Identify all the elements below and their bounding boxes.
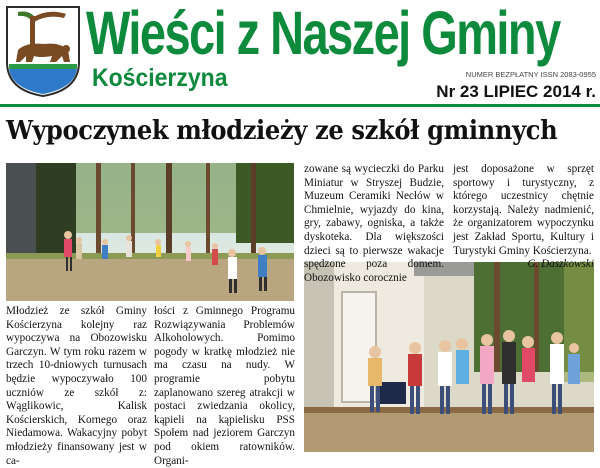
article-column-4 bbox=[453, 163, 594, 271]
masthead-divider bbox=[0, 104, 600, 107]
article-column-2 bbox=[154, 305, 295, 467]
article-column-1 bbox=[6, 305, 147, 467]
article-column-3 bbox=[304, 163, 444, 284]
article-paragraph-1: Młodzież ze szkół Gminy Kościerzyna kolejny raz wypoczywa na Obozowisku Garczyn. W tym roku razem w trzech 10-dniowych turnusach będzie wypoczywało 100 uczniów ze szkół z: Wąglikowic, Kalisk Kościerskich, Kornego oraz Niedamowa. Wakacyjny pobyt młodzieży finansowany jest w ca- bbox=[6, 305, 147, 467]
photo-children-playing-forest bbox=[6, 163, 294, 301]
newspaper-subtitle: Kościerzyna bbox=[92, 64, 228, 92]
coat-of-arms-icon bbox=[4, 4, 82, 98]
newspaper-title: Wieści z Naszej Gminy bbox=[86, 0, 560, 67]
article-paragraph-3: zowane są wycieczki do Parku Miniatur w Stryszej Budzie, Muzeum Ceramiki Necłów w Chmielnie, wyjazdy do kina, gry, zabawy, ogniska, a także dyskoteka. Dla większości dzieci są to pierwsze wakacje spędzone poza domem. Obozowisko corocznie bbox=[304, 163, 444, 284]
article-paragraph-4: jest doposażone w sprzęt sportowy i turystyczny, z którego uczestnicy chętnie korzystają. Należy nadmienić, że organizatorem wypoczynku jest Zakład Sportu, Kultury i Turystyki Gminy Kościerzyna. bbox=[453, 163, 594, 257]
article-headline: Wypoczynek młodzieży ze szkół gminnych bbox=[6, 116, 558, 146]
photo-children-group-cabin bbox=[304, 262, 594, 452]
article-paragraph-2: łości z Gminnego Programu Rozwiązywania Problemów Alkoholowych. Pomimo pogody w kratkę młodzież nie ma czasu na nudy. W programie pobytu zaplanowano szereg atrakcji w postaci zwiedzania okolicy, kąpieli na kąpielisku PSS Społem nad jeziorem Garczyn pod okiem ratowników. Organi- bbox=[154, 305, 295, 467]
gmina-coat-of-arms-logo bbox=[4, 4, 82, 98]
article-signature: G. Daszkowski bbox=[527, 258, 594, 271]
issn-info: NUMER BEZPŁATNY ISSN 2083-0955 bbox=[465, 70, 596, 79]
issue-number: Nr 23 LIPIEC 2014 r. bbox=[436, 82, 596, 101]
